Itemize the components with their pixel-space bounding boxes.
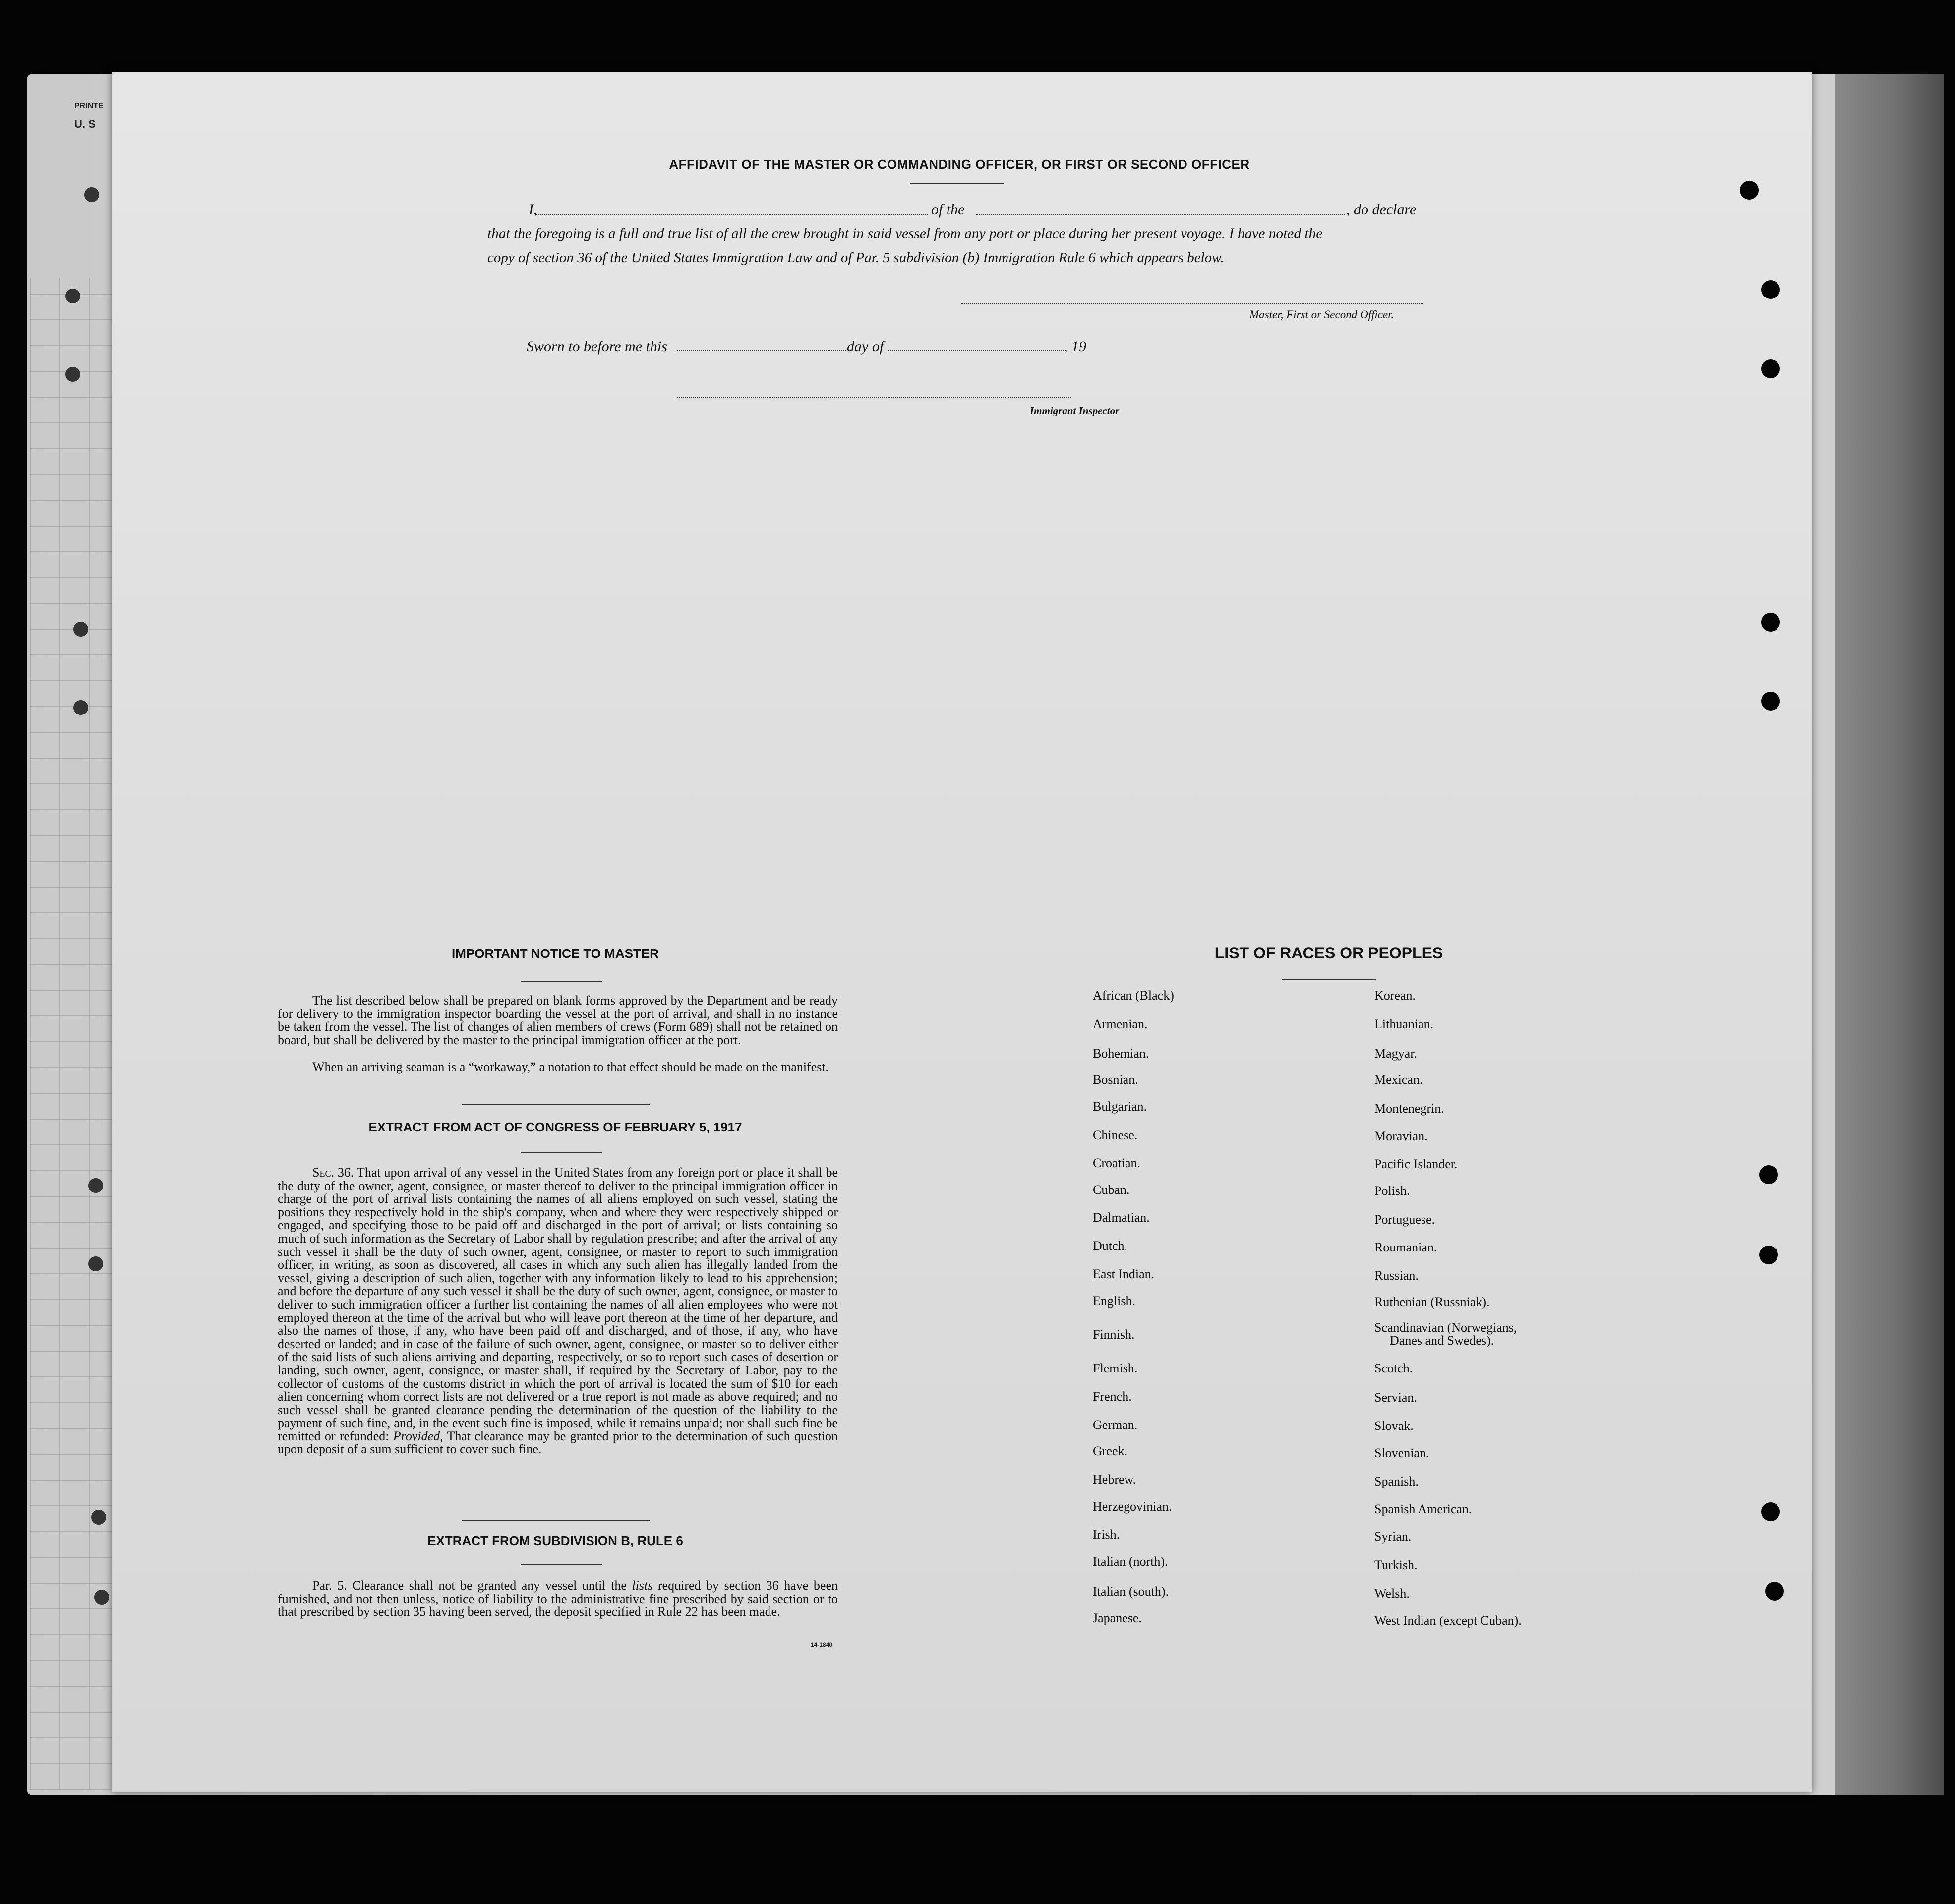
back-sheet-grid: [30, 278, 124, 1790]
rule-title: EXTRACT FROM SUBDIVISION B, RULE 6: [427, 1533, 683, 1548]
race-item: Montenegrin.: [1374, 1101, 1444, 1116]
race-item: Armenian.: [1093, 1017, 1148, 1031]
section-divider: [462, 1104, 650, 1105]
race-item: Korean.: [1374, 988, 1416, 1003]
race-item: Welsh.: [1374, 1586, 1410, 1601]
rule-body-end: required by section 36 have been furnished, and not then unless, notice of liability to the administrative fine prescribed by said section or to that prescribed by section 35 having been served, the deposit specified in Rule 22 has been made.: [278, 1578, 838, 1619]
sworn-label: Sworn to before me this: [527, 338, 667, 355]
rule-divider: [521, 1564, 602, 1565]
punch-hole-icon: [1761, 280, 1780, 299]
right-edge-strip: [1835, 74, 1944, 1795]
race-item: Syrian.: [1374, 1529, 1412, 1544]
sworn-year-label: , 19: [1064, 338, 1086, 355]
title-divider: [910, 183, 1004, 184]
act-body-text: That upon arrival of any vessel in the United States from any foreign port or place it shall be the duty of the owner, agent, consignee, or master thereof to deliver to the principal immigration officer in charge of the port of arrival lists containing the names of all aliens employed on such vessel, stating the positions they respectively hold in the ship's company, when and where they were respectively shipped or engaged, and specifying those to be paid off and discharged in the port of arrival; or lists containing so much of such information as the Secretary of Labor shall by regulation prescribe; and after the arrival of any such vessel it shall be the duty of such owner, agent, consignee, or master to report to such immigration officer, in writing, as soon as discovered, all cases in which any such alien has illegally landed from the vessel, giving a description of such alien, together with any information likely to lead to his apprehension; and before the departure of any such vessel it shall be the duty of such owner, agent, consignee, or master to deliver to such immigration officer a further list containing the names of all alien employees who were not employed thereon at the time of the arrival but who will leave port thereon at the time of her departure, and also the names of those, if any, who have been paid off and discharged, and of those, if any, who have deserted or landed; and in case of the failure of such owner, agent, consignee, or master so to deliver either of the said lists of such aliens arriving and departing, respectively, or so to report such cases of desertion or landing, such owner, agent, consignee, or master shall, if required by the Secretary of Labor, pay to the collector of customs of the customs district in which the port of arrival is located the sum of $10 for each alien concerning whom correct lists are not delivered or a true report is not made as above required; and no such vessel shall be granted clearance pending the determination of the question of the liability to the payment of such fine, and, in the event such fine is imposed, while it remains unpaid; nor shall such fine be remitted or refunded:: [278, 1165, 838, 1443]
race-item: Finnish.: [1093, 1327, 1135, 1342]
race-item: Scotch.: [1374, 1361, 1413, 1375]
race-item: Herzegovinian.: [1093, 1499, 1172, 1514]
back-sheet-label-bottom: U. S: [74, 118, 96, 130]
race-item: Bosnian.: [1093, 1072, 1138, 1087]
race-item: Magyar.: [1374, 1046, 1417, 1061]
race-item: Mexican.: [1374, 1072, 1423, 1087]
punch-hole-icon: [1761, 1502, 1780, 1521]
race-item: Slovenian.: [1374, 1446, 1429, 1460]
sworn-day-of-label: day of: [847, 338, 884, 355]
back-sheet-label-top: PRINTE: [74, 102, 104, 110]
notice-body-2: When an arriving seaman is a “workaway,” a notation to that effect should be made on the manifest.: [312, 1060, 829, 1074]
punch-hole-icon: [1761, 692, 1780, 711]
race-item: Polish.: [1374, 1184, 1410, 1198]
race-item: Chinese.: [1093, 1128, 1138, 1142]
act-title: EXTRACT FROM ACT OF CONGRESS OF FEBRUARY 5, 1917: [368, 1120, 742, 1134]
punch-hole-icon: [1759, 1246, 1778, 1264]
punch-hole-icon: [1761, 613, 1780, 632]
affidavit-do-declare: , do declare: [1346, 201, 1417, 218]
race-item: Italian (north).: [1093, 1554, 1168, 1569]
section-divider: [462, 1520, 650, 1521]
notice-divider: [521, 981, 602, 982]
race-item: Bohemian.: [1093, 1046, 1149, 1061]
back-punch-hole-icon: [65, 367, 80, 382]
form-number: 14-1840: [811, 1641, 833, 1648]
act-divider: [521, 1152, 602, 1153]
race-item: Flemish.: [1093, 1361, 1138, 1375]
race-item: African (Black): [1093, 988, 1174, 1003]
inspector-label: Immigrant Inspector: [1030, 405, 1120, 416]
act-section-label: Sec. 36.: [312, 1165, 354, 1180]
races-title: LIST OF RACES OR PEOPLES: [1214, 944, 1443, 962]
race-item: Lithuanian.: [1374, 1017, 1434, 1031]
race-item: English.: [1093, 1294, 1135, 1308]
race-item: Greek.: [1093, 1444, 1128, 1458]
act-provided: Provided,: [393, 1428, 443, 1443]
back-punch-hole-icon: [65, 289, 80, 303]
race-item: West Indian (except Cuban).: [1374, 1613, 1522, 1628]
back-punch-hole-icon: [88, 1256, 103, 1271]
affidavit-line-2: that the foregoing is a full and true list of all the crew brought in said vessel from any port or place during her present voyage. I have noted the: [487, 226, 1323, 241]
officer-signature-label: Master, First or Second Officer.: [1249, 308, 1394, 321]
race-item: Cuban.: [1093, 1183, 1130, 1197]
race-item: Hebrew.: [1093, 1472, 1136, 1487]
race-item: Bulgarian.: [1093, 1099, 1147, 1114]
act-body-end: That clearance may be granted prior to the determination of such question upon deposit of a sum sufficient to cover such fine.: [278, 1428, 838, 1457]
race-item: Pacific Islander.: [1374, 1157, 1458, 1171]
back-punch-hole-icon: [73, 700, 88, 715]
punch-hole-icon: [1761, 359, 1780, 378]
act-body: [278, 1166, 838, 1456]
race-item: French.: [1093, 1389, 1132, 1404]
back-punch-hole-icon: [91, 1510, 106, 1525]
back-punch-hole-icon: [73, 622, 88, 637]
officer-signature-field[interactable]: [961, 303, 1423, 304]
rule-lists: lists: [632, 1578, 653, 1593]
race-item: Slovak.: [1374, 1419, 1414, 1433]
race-item: Dutch.: [1093, 1239, 1128, 1253]
declarant-name-field[interactable]: [536, 214, 928, 215]
back-punch-hole-icon: [88, 1178, 103, 1193]
rule-body: [278, 1579, 838, 1619]
race-item-continuation: Danes and Swedes).: [1390, 1333, 1494, 1348]
inspector-signature-field[interactable]: [677, 397, 1071, 398]
race-item: Portuguese.: [1374, 1212, 1435, 1227]
race-item: Moravian.: [1374, 1129, 1428, 1143]
affidavit-line-3: copy of section 36 of the United States Immigration Law and of Par. 5 subdivision (b) Immigration Rule 6 which appears below.: [487, 250, 1224, 266]
race-item: Spanish American.: [1374, 1502, 1472, 1516]
races-divider: [1282, 979, 1376, 980]
notice-body: The list described below shall be prepared on blank forms approved by the Department and be ready for delivery to the immigration inspector boarding the vessel at the port of arrival, and shall in no instance be taken from the vessel. The list of changes of alien members of crews (Form 689) shall not be retained on board, but shall be delivered by the master to the principal immigration officer at the port.: [278, 993, 838, 1047]
race-item: Dalmatian.: [1093, 1210, 1150, 1225]
race-item: Irish.: [1093, 1527, 1120, 1542]
race-item: German.: [1093, 1418, 1138, 1432]
sworn-month-field[interactable]: [888, 350, 1064, 351]
notice-title: IMPORTANT NOTICE TO MASTER: [452, 946, 659, 961]
punch-hole-icon: [1759, 1165, 1778, 1184]
race-item: Scandinavian (Norwegians,: [1374, 1320, 1517, 1335]
race-item: Turkish.: [1374, 1558, 1418, 1572]
race-item: Spanish.: [1374, 1474, 1419, 1488]
vessel-name-field[interactable]: [976, 214, 1345, 215]
affidavit-title: AFFIDAVIT OF THE MASTER OR COMMANDING OFFICER, OR FIRST OR SECOND OFFICER: [669, 157, 1250, 172]
punch-hole-icon: [1765, 1582, 1784, 1601]
sworn-day-field[interactable]: [677, 350, 846, 351]
race-item: Servian.: [1374, 1390, 1417, 1405]
affidavit-i-label: I,: [529, 201, 537, 218]
race-item: Croatian.: [1093, 1156, 1141, 1170]
race-item: Russian.: [1374, 1268, 1419, 1283]
back-punch-hole-icon: [84, 187, 99, 202]
affidavit-of-the-label: of the: [931, 201, 965, 218]
race-item: Roumanian.: [1374, 1240, 1437, 1254]
punch-hole-icon: [1740, 181, 1759, 200]
race-item: Japanese.: [1093, 1611, 1142, 1625]
race-item: Italian (south).: [1093, 1584, 1169, 1599]
race-item: East Indian.: [1093, 1267, 1155, 1281]
race-item: Ruthenian (Russniak).: [1374, 1295, 1490, 1309]
rule-body-text: Par. 5. Clearance shall not be granted any vessel until the: [312, 1578, 632, 1593]
back-punch-hole-icon: [94, 1590, 109, 1605]
